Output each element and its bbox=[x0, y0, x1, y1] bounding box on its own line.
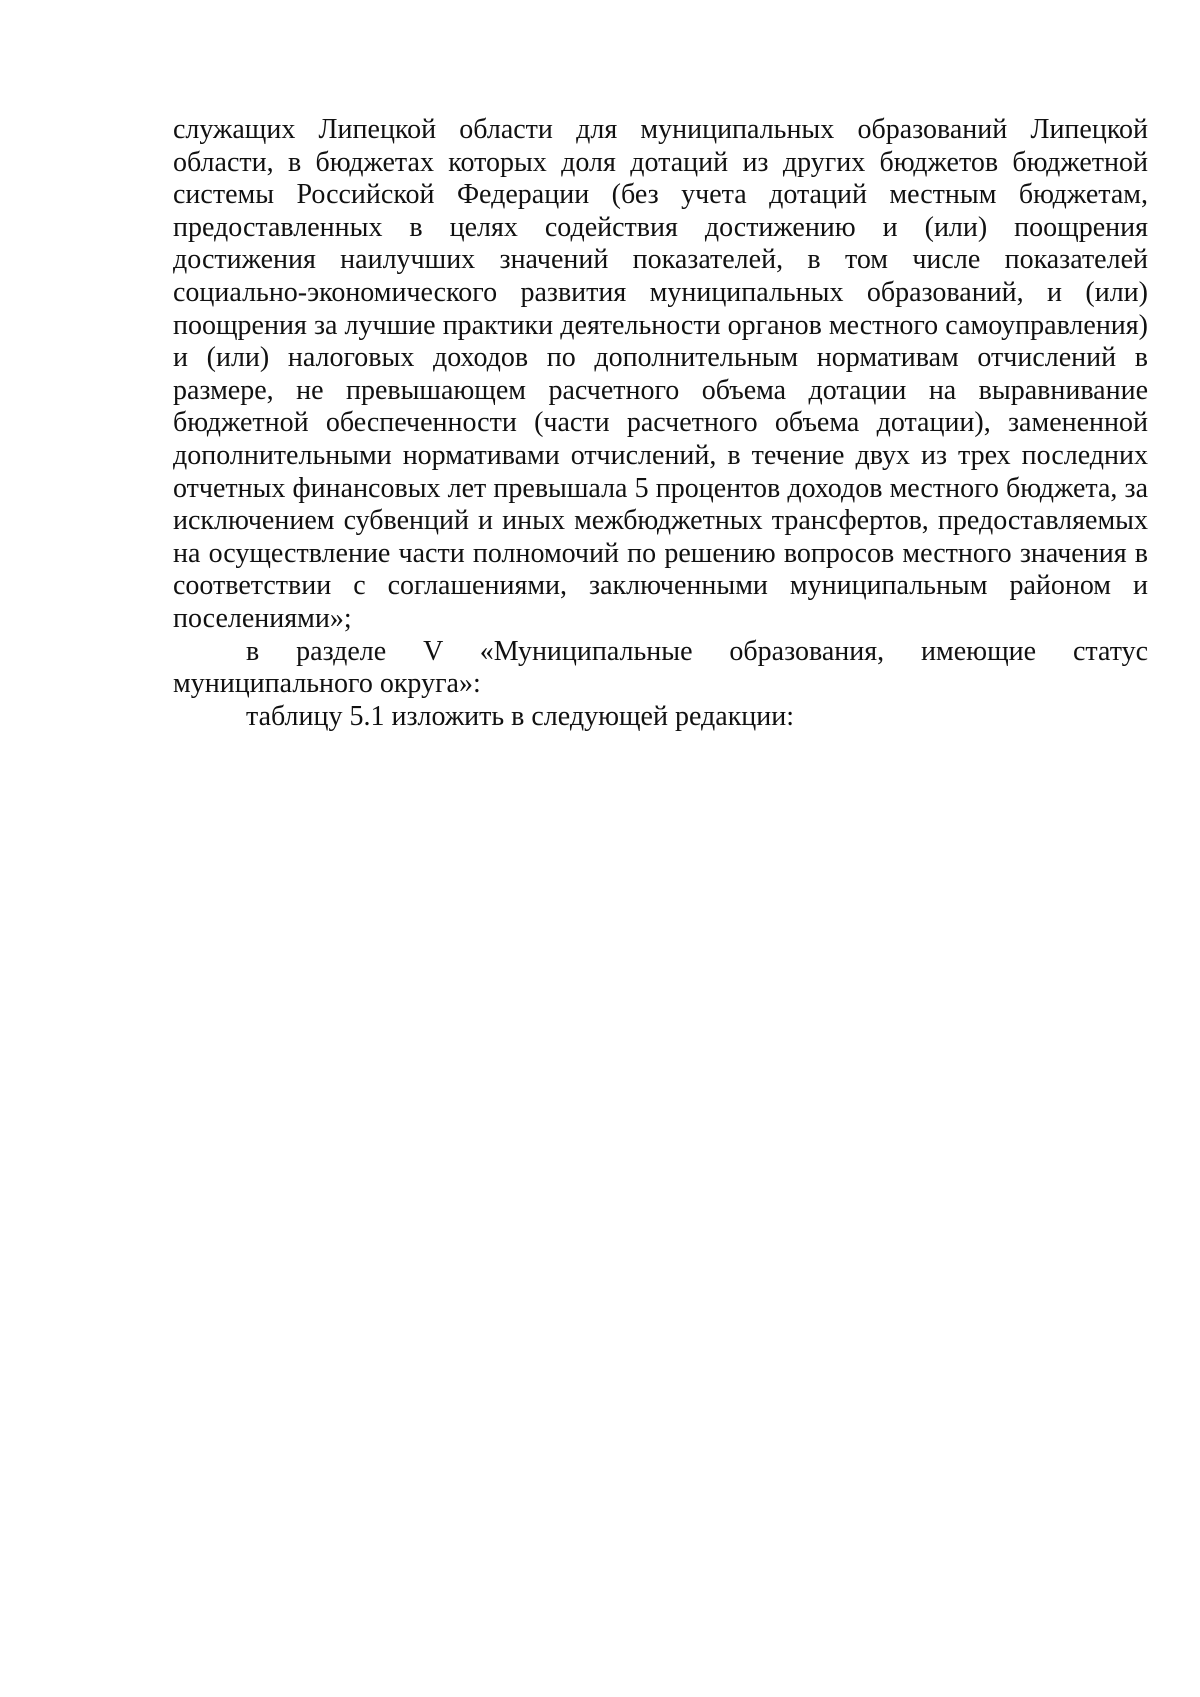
document-body bbox=[173, 114, 1148, 733]
body-paragraph-table-5-1: таблицу 5.1 изложить в следующей редакции: bbox=[246, 700, 795, 732]
body-paragraph-continuation: служащих Липецкой области для муниципальных образований Липецкой области, в бюджетах которых доля дотаций из других бюджетов бюджетной системы Российской Федерации (без учета дотаций местным бюджетам, предоставленных в целях содействия достижению и (или) поощрения достижения наилучших значений показателей, в том числе показателей социально-экономического развития муниципальных образований, и (или) поощрения за лучшие практики деятельности органов местного самоуправления) и (или) налоговых доходов по дополнительным нормативам отчислений в размере, не превышающем расчетного объема дотации на выравнивание бюджетной обеспеченности (части расчетного объема дотации), замененной дополнительными нормативами отчислений, в течение двух из трех последних отчетных финансовых лет превышала 5 процентов доходов местного бюджета, за исключением субвенций и иных межбюджетных трансфертов, предоставляемых на осуществление части полномочий по решению вопросов местного значения в соответствии с соглашениями, заключенными муниципальным районом и поселениями»; bbox=[173, 114, 1148, 634]
body-paragraph-section-v: в разделе V «Муниципальные образования, имеющие статус муниципального округа»: bbox=[173, 635, 1148, 700]
